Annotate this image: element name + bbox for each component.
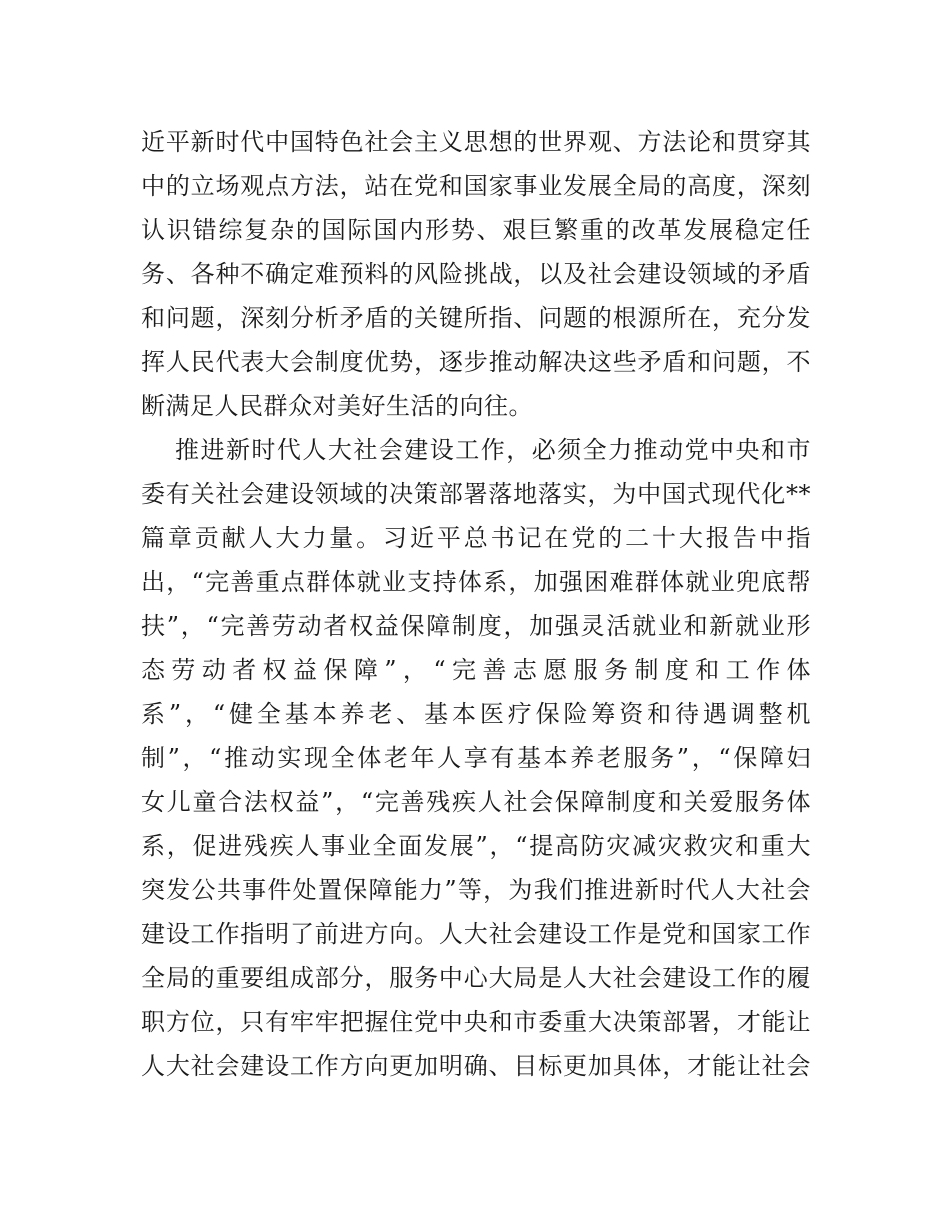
paragraph-line: 系”，“健全基本养老、基本医疗保险筹资和待遇调整机 [141, 700, 811, 728]
paragraph-line: 委有关社会建设领域的决策部署落地落实，为中国式现代化** [141, 480, 811, 508]
paragraph-1 [141, 120, 811, 428]
paragraph-line: 推进新时代人大社会建设工作，必须全力推动党中央和市 [175, 436, 811, 464]
paragraph-line: 态劳动者权益保障”，“完善志愿服务制度和工作体 [141, 656, 811, 684]
paragraph-line: 全局的重要组成部分，服务中心大局是人大社会建设工作的履 [141, 964, 811, 992]
paragraph-line: 中的立场观点方法，站在党和国家事业发展全局的高度，深刻 [141, 172, 811, 200]
paragraph-line: 篇章贡献人大力量。习近平总书记在党的二十大报告中指 [141, 524, 811, 552]
paragraph-line: 和问题，深刻分析矛盾的关键所指、问题的根源所在，充分发 [141, 304, 811, 332]
paragraph-2 [141, 428, 811, 1088]
paragraph-line: 断满足人民群众对美好生活的向往。 [141, 392, 533, 420]
paragraph-line: 职方位，只有牢牢把握住党中央和市委重大决策部署，才能让 [141, 1008, 811, 1036]
paragraph-line: 出，“完善重点群体就业支持体系，加强困难群体就业兜底帮 [141, 568, 811, 596]
paragraph-line: 制”，“推动实现全体老年人享有基本养老服务”，“保障妇 [141, 744, 811, 772]
paragraph-line: 女儿童合法权益”，“完善残疾人社会保障制度和关爱服务体 [141, 788, 811, 816]
paragraph-line: 扶”，“完善劳动者权益保障制度，加强灵活就业和新就业形 [141, 612, 811, 640]
paragraph-line: 认识错综复杂的国际国内形势、艰巨繁重的改革发展稳定任 [141, 216, 811, 244]
paragraph-line: 人大社会建设工作方向更加明确、目标更加具体，才能让社会 [141, 1052, 811, 1080]
paragraph-line: 挥人民代表大会制度优势，逐步推动解决这些矛盾和问题，不 [141, 348, 811, 376]
paragraph-line: 突发公共事件处置保障能力”等，为我们推进新时代人大社会 [141, 876, 811, 904]
paragraph-line: 建设工作指明了前进方向。人大社会建设工作是党和国家工作 [141, 920, 811, 948]
paragraph-line: 务、各种不确定难预料的风险挑战，以及社会建设领域的矛盾 [141, 260, 811, 288]
paragraph-line: 系，促进残疾人事业全面发展”，“提高防灾减灾救灾和重大 [141, 832, 811, 860]
paragraph-line: 近平新时代中国特色社会主义思想的世界观、方法论和贯穿其 [141, 128, 811, 156]
